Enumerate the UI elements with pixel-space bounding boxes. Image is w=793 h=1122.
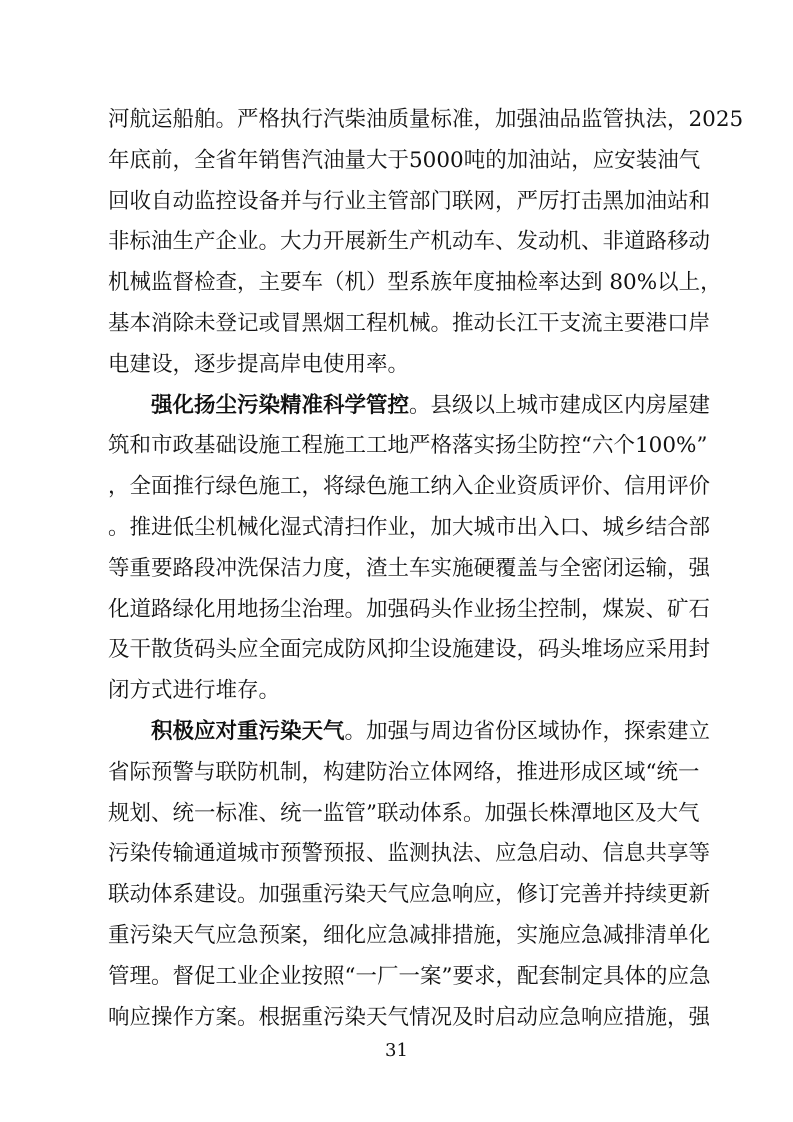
text-line: 管理。督促工业企业按照“一厂一案”要求，配套制定具体的应急 [108, 963, 711, 989]
text-line: 重污染天气应急预案，细化应急减排措施，实施应急减排清单化 [108, 922, 711, 948]
text-line: 年底前，全省年销售汽油量大于5000吨的加油站，应安装油气 [108, 147, 701, 173]
text-line: 。推进低尘机械化湿式清扫作业，加大城市出入口、城乡结合部 [108, 514, 711, 540]
text-line: 河航运船舶。严格执行汽柴油质量标准，加强油品监管执法，2025 [108, 107, 744, 132]
paragraph-heading: 积极应对重污染天气 [151, 718, 345, 744]
text-line: 联动体系建设。加强重污染天气应急响应，修订完善并持续更新 [108, 882, 711, 908]
heading-line-rest: 。县级以上城市建成区内房屋建 [409, 392, 711, 418]
text-line: 省际预警与联防机制，构建防治立体网络，推进形成区域“统一 [108, 759, 700, 785]
paragraph-heading: 强化扬尘污染精准科学管控 [151, 392, 410, 418]
text-line: 电建设，逐步提高岸电使用率。 [108, 351, 410, 377]
text-line: 闭方式进行堆存。 [108, 678, 281, 704]
body-text [108, 100, 744, 1038]
text-line: 基本消除未登记或冒黑烟工程机械。推动长江干支流主要港口岸 [108, 310, 711, 336]
page-number: 31 [385, 1040, 408, 1061]
paragraph-ship-fuel-control [108, 100, 744, 386]
text-line: 化道路绿化用地扬尘治理。加强码头作业扬尘控制，煤炭、矿石 [108, 596, 711, 622]
text-line: 非标油生产企业。大力开展新生产机动车、发动机、非道路移动 [108, 229, 711, 255]
text-line [108, 712, 711, 753]
text-line: 及干散货码头应全面完成防风抑尘设施建设，码头堆场应采用封 [108, 637, 711, 663]
text-line: 规划、统一标准、统一监管”联动体系。加强长株潭地区及大气 [108, 800, 700, 826]
paragraph-dust-control [108, 386, 711, 712]
heading-line-rest: 。加强与周边省份区域协作，探索建立 [344, 718, 711, 744]
text-line [108, 386, 711, 427]
text-line: 机械监督检查，主要车（机）型系族年度抽检率达到 80%以上， [108, 270, 722, 296]
text-line: 响应操作方案。根据重污染天气情况及时启动应急响应措施，强 [108, 1004, 711, 1030]
text-line: ，全面推行绿色施工，将绿色施工纳入企业资质评价、信用评价 [108, 474, 711, 500]
paragraph-heavy-pollution-response [108, 712, 711, 1038]
text-line: 污染传输通道城市预警预报、监测执法、应急启动、信息共享等 [108, 841, 711, 867]
text-line: 筑和市政基础设施工程施工工地严格落实扬尘防控“六个100%” [108, 433, 708, 459]
text-line: 等重要路段冲洗保洁力度，渣土车实施硬覆盖与全密闭运输，强 [108, 555, 711, 581]
text-line: 回收自动监控设备并与行业主管部门联网，严厉打击黑加油站和 [108, 188, 711, 214]
